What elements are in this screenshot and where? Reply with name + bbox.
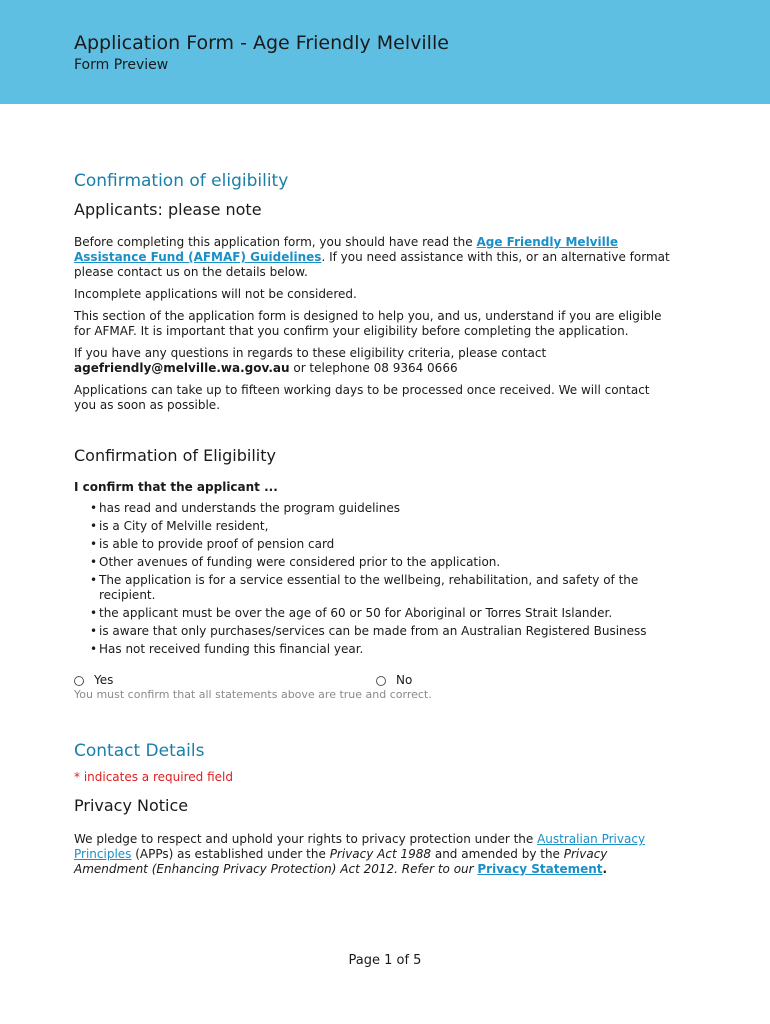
list-item: • Has not received funding this financial year. bbox=[90, 642, 674, 657]
radio-circle-icon[interactable] bbox=[376, 676, 386, 686]
processing-time-paragraph: Applications can take up to fifteen working days to be processed once received. We will contact you as soon as possible. bbox=[74, 383, 650, 412]
form-content bbox=[74, 170, 674, 877]
confirmation-hint: You must confirm that all statements above are true and correct. bbox=[74, 688, 432, 701]
eligibility-criteria-list bbox=[90, 501, 674, 657]
radio-no-label: No bbox=[396, 673, 413, 687]
form-header bbox=[0, 0, 770, 104]
privacy-statement-link[interactable]: Privacy Statement bbox=[477, 862, 603, 876]
radio-circle-icon[interactable] bbox=[74, 676, 84, 686]
confirmation-radio-group bbox=[74, 673, 674, 689]
confirmation-lead: I confirm that the applicant ... bbox=[74, 480, 278, 494]
contact-email: agefriendly@melville.wa.gov.au bbox=[74, 361, 290, 375]
radio-no[interactable] bbox=[376, 673, 412, 688]
section-heading-eligibility: Confirmation of eligibility bbox=[74, 171, 289, 191]
incomplete-notice: Incomplete applications will not be considered. bbox=[74, 287, 357, 301]
radio-yes[interactable] bbox=[74, 673, 113, 688]
section-heading-contact: Contact Details bbox=[74, 741, 205, 761]
list-item: • is able to provide proof of pension card bbox=[90, 537, 674, 552]
required-field-note: * indicates a required field bbox=[74, 770, 233, 784]
radio-yes-label: Yes bbox=[94, 673, 114, 687]
list-item: • has read and understands the program guidelines bbox=[90, 501, 674, 516]
list-item: • is aware that only purchases/services can be made from an Australian Registered Business bbox=[90, 624, 674, 639]
page-indicator: Page 1 of 5 bbox=[348, 953, 422, 968]
privacy-paragraph: We pledge to respect and uphold your rights to privacy protection under the Australian Privacy Principles (APPs) as established under the Privacy Act 1988 and amended by the Privacy Amendment (Enhancing Privacy Protection) Act 2012. Refer to our Privacy Statement. bbox=[74, 832, 646, 876]
list-item: • the applicant must be over the age of 60 or 50 for Aboriginal or Torres Strait Islander. bbox=[90, 606, 674, 621]
form-subtitle: Form Preview bbox=[74, 57, 169, 73]
guidelines-link[interactable]: Age Friendly Melville Assistance Fund (AFMAF) Guidelines bbox=[74, 235, 618, 264]
form-title: Application Form - Age Friendly Melville bbox=[74, 32, 449, 54]
privacy-principles-link[interactable]: Australian Privacy Principles bbox=[74, 832, 646, 861]
section-purpose-paragraph: This section of the application form is designed to help you, and us, understand if you are eligible for AFMAF. It is important that you confirm your eligibility before completing the application. bbox=[74, 309, 662, 338]
list-item: • is a City of Melville resident, bbox=[90, 519, 674, 534]
list-item: • Other avenues of funding were considered prior to the application. bbox=[90, 555, 674, 570]
contact-paragraph: If you have any questions in regards to these eligibility criteria, please contact agefriendly@melville.wa.gov.au or telephone 08 9364 0666 bbox=[74, 346, 547, 375]
list-item: • The application is for a service essential to the wellbeing, rehabilitation, and safety of the recipient. bbox=[90, 573, 674, 603]
guidelines-paragraph: Before completing this application form, you should have read the Age Friendly Melville Assistance Fund (AFMAF) Guidelines. If you need assistance with this, or an alternative format please contact us on the details below. bbox=[74, 235, 670, 279]
applicants-note-heading: Applicants: please note bbox=[74, 200, 262, 219]
privacy-notice-heading: Privacy Notice bbox=[74, 796, 189, 815]
confirmation-heading: Confirmation of Eligibility bbox=[74, 446, 276, 465]
